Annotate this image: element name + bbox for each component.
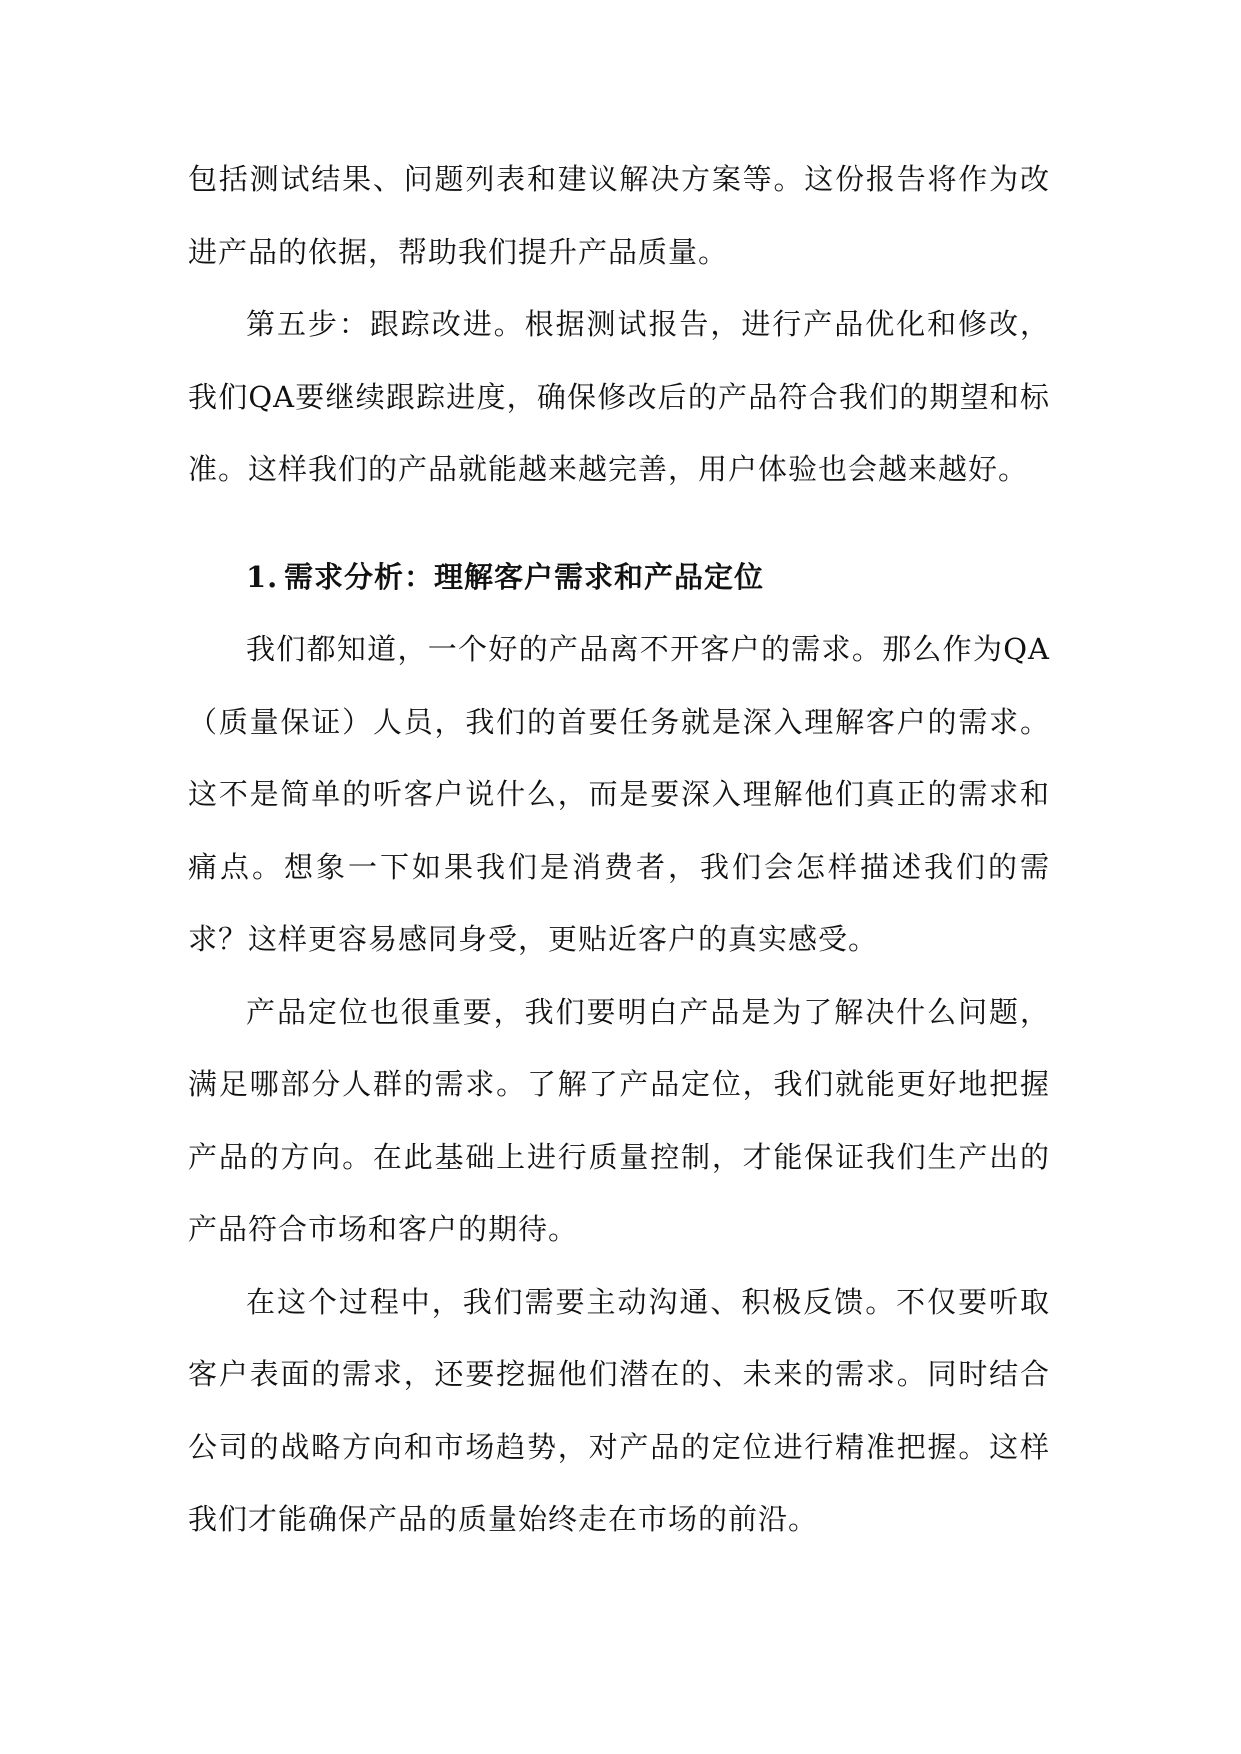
paragraph-report-continuation: 包括测试结果、问题列表和建议解决方案等。这份报告将作为改进产品的依据，帮助我们提升产品质量。: [188, 162, 1050, 269]
section-number: 1.: [246, 559, 279, 594]
section-heading: [188, 541, 1050, 614]
paragraph-step-five: 第五步：跟踪改进。根据测试报告，进行产品优化和修改，我们QA要继续跟踪进度，确保修改后的产品符合我们的期望和标准。这样我们的产品就能越来越完善，用户体验也会越来越好。: [188, 307, 1050, 486]
paragraph-customer-needs: 我们都知道，一个好的产品离不开客户的需求。那么作为QA（质量保证）人员，我们的首要任务就是深入理解客户的需求。这不是简单的听客户说什么，而是要深入理解他们真正的需求和痛点。想象一下如果我们是消费者，我们会怎样描述我们的需求？这样更容易感同身受，更贴近客户的真实感受。: [188, 632, 1050, 956]
section-title: 需求分析：理解客户需求和产品定位: [284, 559, 765, 594]
paragraph-communication: 在这个过程中，我们需要主动沟通、积极反馈。不仅要听取客户表面的需求，还要挖掘他们潜在的、未来的需求。同时结合公司的战略方向和市场趋势，对产品的定位进行精准把握。这样我们才能确保产品的质量始终走在市场的前沿。: [188, 1284, 1050, 1536]
paragraph-product-positioning: 产品定位也很重要，我们要明白产品是为了解决什么问题，满足哪部分人群的需求。了解了产品定位，我们就能更好地把握产品的方向。在此基础上进行质量控制，才能保证我们生产出的产品符合市场和客户的期待。: [188, 994, 1050, 1246]
document-body: [188, 143, 1050, 1556]
